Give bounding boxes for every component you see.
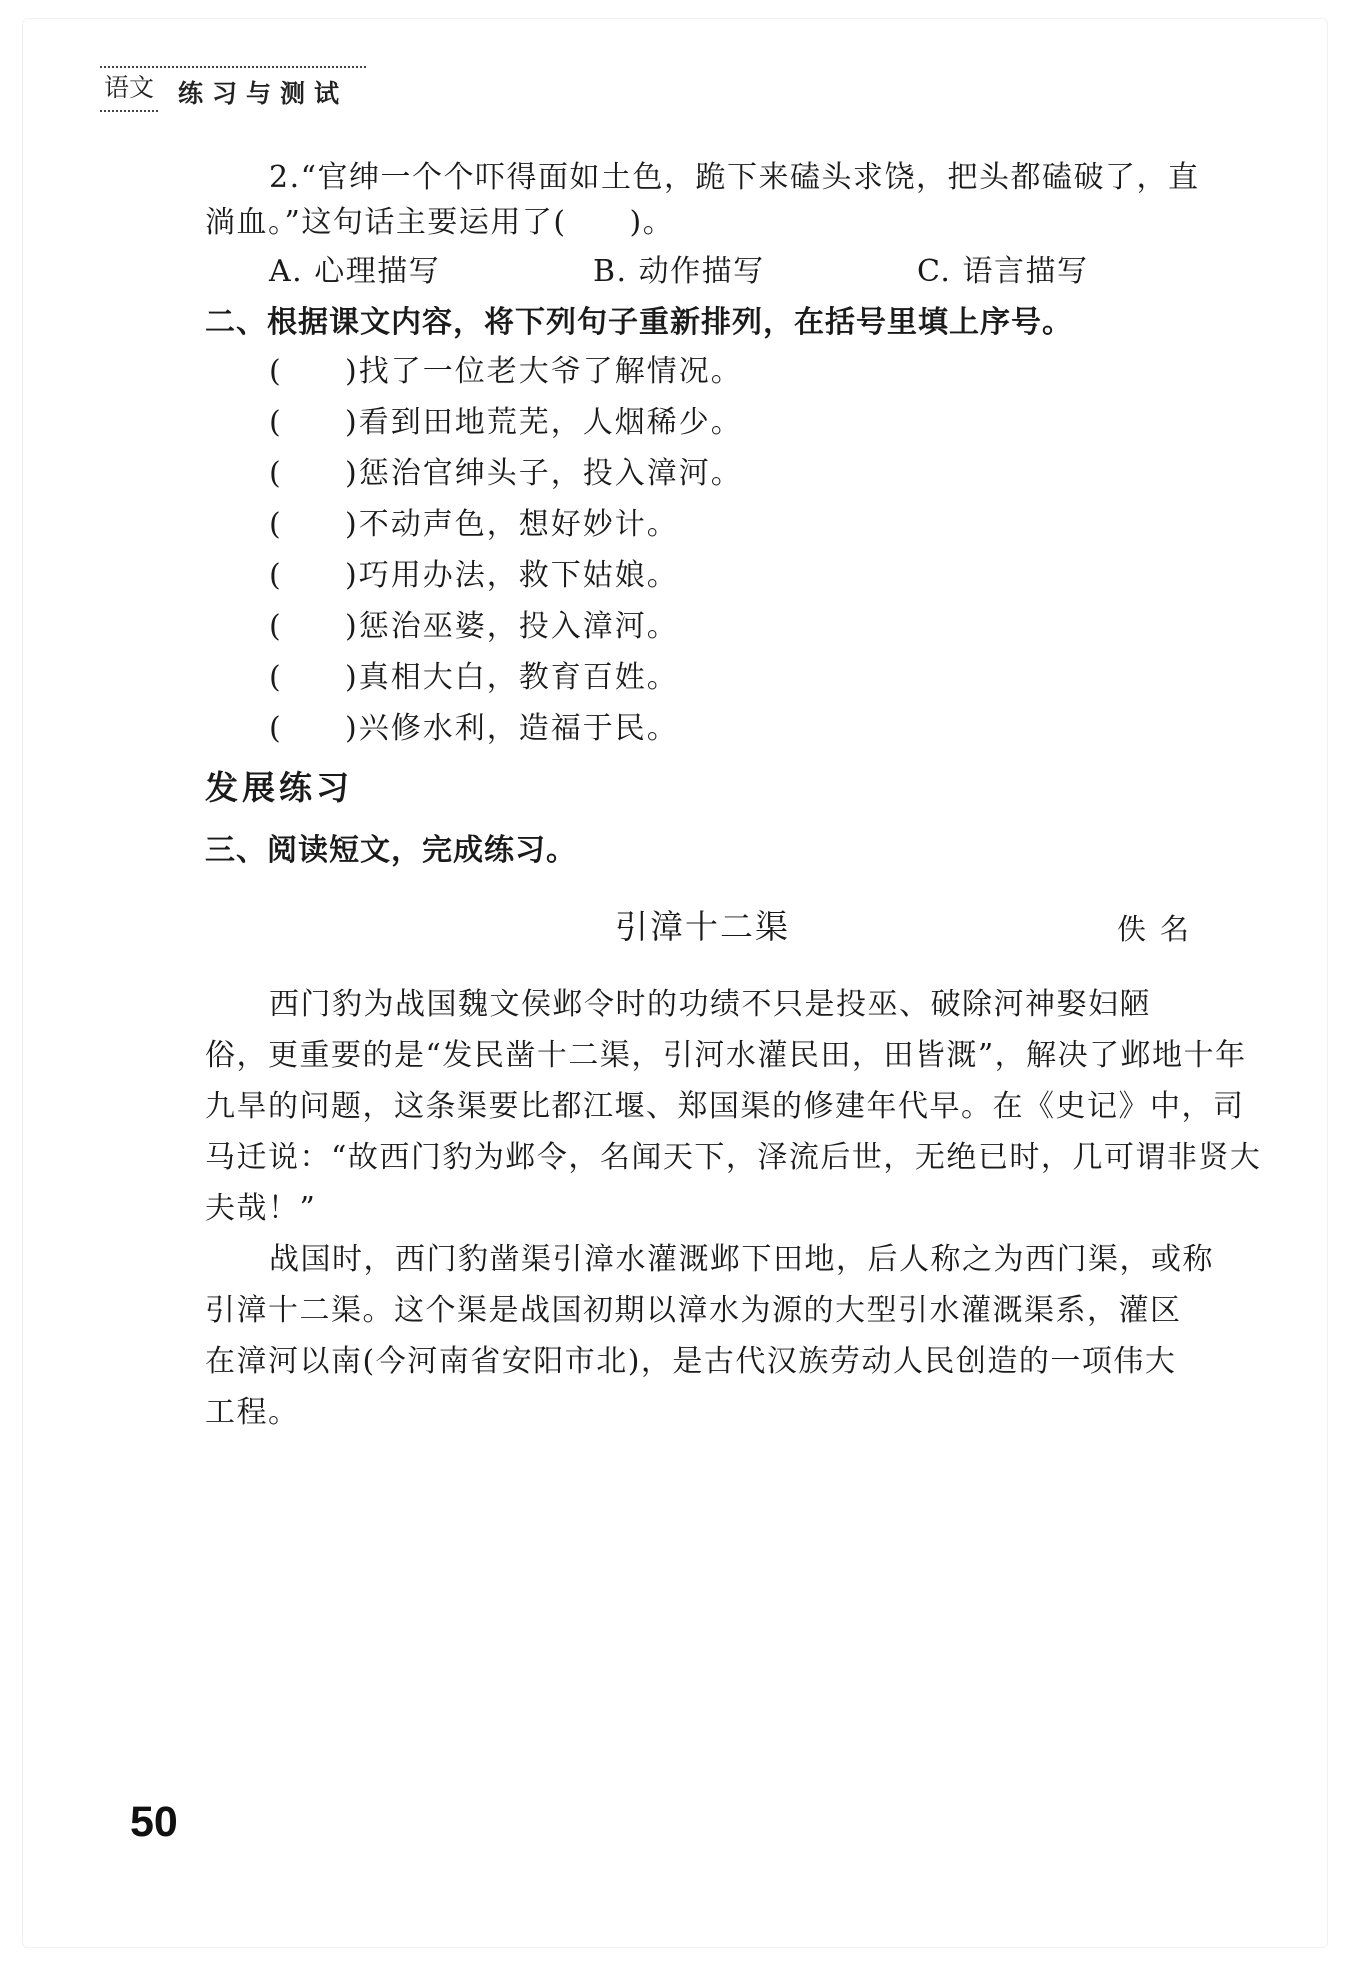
header-subject: 语文 <box>104 73 155 102</box>
header-dotted-rule <box>100 66 366 68</box>
order-item-text: 巧用办法，救下姑娘。 <box>358 558 679 593</box>
paragraph-2-line: 工程。 <box>205 1395 300 1430</box>
paragraph-2-line: 引漳十二渠。这个渠是战国初期以漳水为源的大型引水灌溉渠系，灌区 <box>205 1293 1182 1328</box>
order-item: ( )惩治官绅头子，投入漳河。 <box>269 456 743 491</box>
order-item: ( )惩治巫婆，投入漳河。 <box>269 609 679 644</box>
paragraph-1-line: 西门豹为战国魏文侯邺令时的功绩不只是投巫、破除河神娶妇陋 <box>269 987 1151 1022</box>
paragraph-1-line: 俗，更重要的是“发民凿十二渠，引河水灌民田，田皆溉”，解决了邺地十年 <box>205 1038 1247 1073</box>
order-item-text: 找了一位老大爷了解情况。 <box>358 354 743 389</box>
order-item: ( )真相大白，教育百姓。 <box>269 660 679 695</box>
section-2-heading: 二、根据课文内容，将下列句子重新排列，在括号里填上序号。 <box>205 305 1073 340</box>
page-number: 50 <box>130 1798 178 1846</box>
order-item: ( )不动声色，想好妙计。 <box>269 507 679 542</box>
option-b: B. 动作描写 <box>593 254 765 289</box>
question-2-line-2: 淌血。”这句话主要运用了( )。 <box>205 205 675 240</box>
running-header <box>100 62 366 114</box>
header-series-title: 练习与测试 <box>178 79 349 108</box>
paragraph-1-line: 夫哉！” <box>205 1191 317 1226</box>
paragraph-2-line: 在漳河以南(今河南省安阳市北)，是古代汉族劳动人民创造的一项伟大 <box>205 1344 1177 1379</box>
header-dotted-underline <box>100 110 158 112</box>
option-a: A. 心理描写 <box>269 254 441 289</box>
paragraph-2-line: 战国时，西门豹凿渠引漳水灌溉邺下田地，后人称之为西门渠，或称 <box>269 1242 1214 1277</box>
article-title: 引漳十二渠 <box>615 907 790 946</box>
option-c: C. 语言描写 <box>917 254 1089 289</box>
order-item: ( )巧用办法，救下姑娘。 <box>269 558 679 593</box>
order-item: ( )看到田地荒芜，人烟稀少。 <box>269 405 743 440</box>
paragraph-1-line: 马迁说：“故西门豹为邺令，名闻天下，泽流后世，无绝已时，几可谓非贤大 <box>205 1140 1262 1175</box>
order-item-text: 真相大白，教育百姓。 <box>358 660 679 695</box>
order-item-text: 兴修水利，造福于民。 <box>358 711 679 746</box>
order-item-text: 看到田地荒芜，人烟稀少。 <box>358 405 743 440</box>
paragraph-1-line: 九旱的问题，这条渠要比都江堰、郑国渠的修建年代早。在《史记》中，司 <box>205 1089 1245 1124</box>
order-item-text: 惩治巫婆，投入漳河。 <box>358 609 679 644</box>
development-section-title: 发展练习 <box>205 768 353 807</box>
order-item: ( )兴修水利，造福于民。 <box>269 711 679 746</box>
order-item-text: 不动声色，想好妙计。 <box>358 507 679 542</box>
order-item-text: 惩治官绅头子，投入漳河。 <box>358 456 743 491</box>
order-item: ( )找了一位老大爷了解情况。 <box>269 354 743 389</box>
section-3-heading: 三、阅读短文，完成练习。 <box>205 833 577 868</box>
question-2-line-1: 2.“官绅一个个吓得面如土色，跪下来磕头求饶，把头都磕破了，直 <box>269 160 1200 195</box>
article-author: 佚名 <box>1117 912 1204 946</box>
